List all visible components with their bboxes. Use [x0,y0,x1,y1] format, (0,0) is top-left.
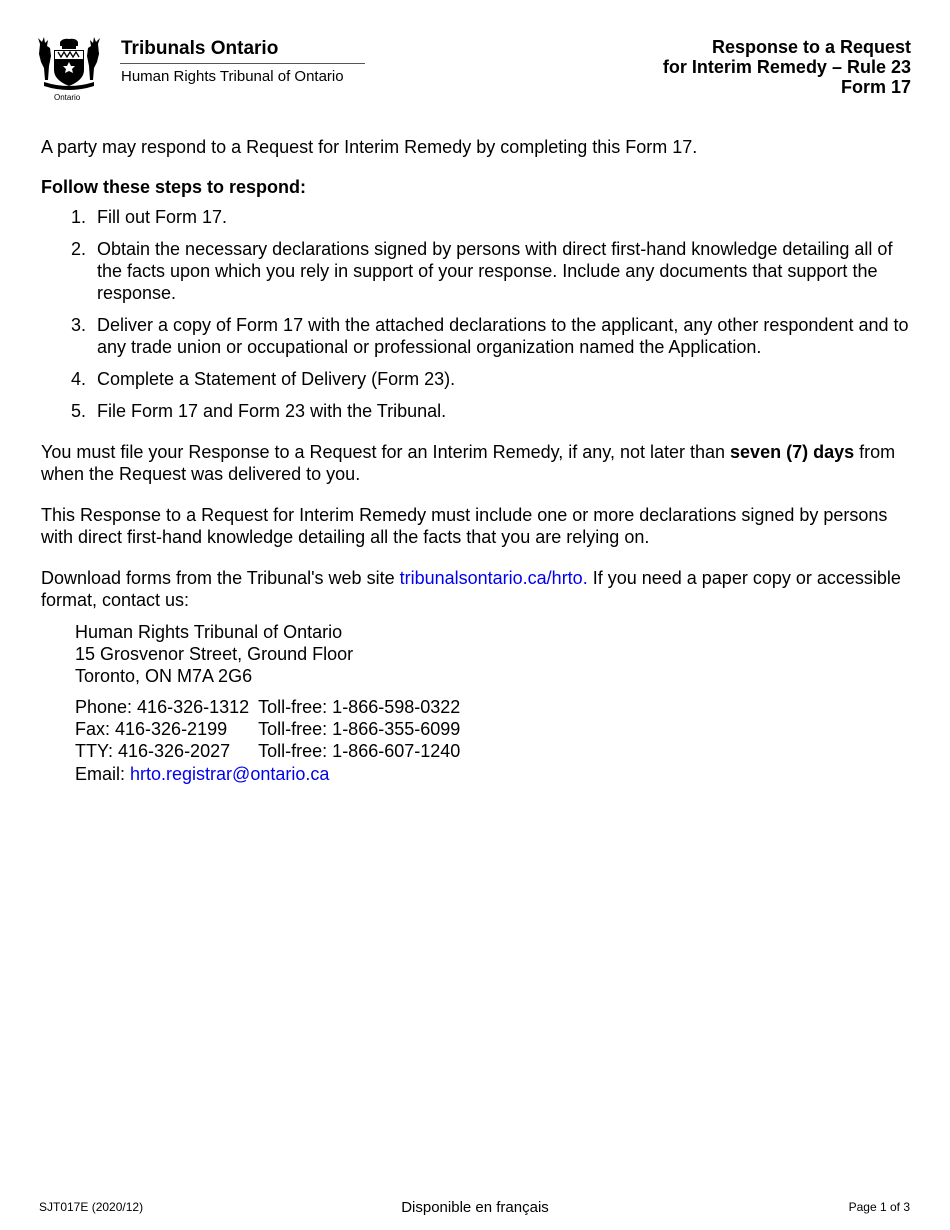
step-item [41,238,911,304]
address-line-2: 15 Grosvenor Street, Ground Floor [75,644,354,664]
steps-heading: Follow these steps to respond: [41,177,307,197]
deadline-text-after: from when the Request was delivered to you. [41,442,896,484]
page-number: Page 1 of 3 [848,1200,910,1214]
download-paragraph [41,567,911,611]
email-line [75,763,911,785]
form-title-line-2: for Interim Remedy – Rule 23 [662,57,911,77]
phone-number: Phone: 416-326-1312 [75,697,250,717]
form-title [663,37,911,97]
page-content [41,136,911,785]
org-name: Tribunals Ontario [121,38,279,59]
deadline-bold: seven (7) days [730,442,855,462]
phone-tollfree: Toll-free: 1-866-598-0322 [258,697,461,717]
step-text: Fill out Form 17. [97,207,228,227]
step-text: Complete a Statement of Delivery (Form 23). [97,369,456,389]
contact-row-tty [75,740,460,762]
deadline-paragraph [41,441,911,485]
page-footer [0,1196,950,1226]
step-text: Deliver a copy of Form 17 with the attached declarations to the applicant, any other respondent and to any trade union or occupational or professional organization named the Application. [97,315,909,357]
step-item [41,314,911,358]
page-header [0,0,950,110]
email-label: Email: [75,764,131,784]
step-number: 2. [71,239,87,259]
form-title-line-1: Response to a Request [711,37,911,57]
address-line-3: Toronto, ON M7A 2G6 [75,666,253,686]
deadline-text-before: You must file your Response to a Request for an Interim Remedy, if any, not later than [41,442,731,462]
french-availability: Disponible en français [401,1199,549,1216]
tty-tollfree: Toll-free: 1-866-607-1240 [258,741,461,761]
contact-row-phone [75,696,460,718]
logo-caption: Ontario [54,93,81,102]
step-number: 4. [71,369,87,389]
header-divider [120,63,365,64]
step-number: 3. [71,315,87,335]
tribunal-website-link[interactable]: tribunalsontario.ca/hrto. [399,568,588,588]
contact-row-fax [75,718,460,740]
org-subtitle: Human Rights Tribunal of Ontario [121,68,344,85]
fax-tollfree: Toll-free: 1-866-355-6099 [258,719,461,739]
form-code: SJT017E (2020/12) [39,1200,144,1214]
step-text: Obtain the necessary declarations signed by persons with direct first-hand knowledge detailing all of the facts upon which you rely in support of your response. Include any documents that support the response. [97,239,893,303]
step-item [41,206,911,228]
download-text-after: If you need a paper copy or accessible format, contact us: [41,568,901,610]
steps-list [41,206,911,422]
download-text-before: Download forms from the Tribunal's web site [41,568,400,588]
ontario-coat-of-arms-logo [36,36,102,106]
declarations-paragraph: This Response to a Request for Interim Remedy must include one or more declarations signed by persons with direct first-hand knowledge detailing all the facts that you are relying on. [41,505,888,547]
step-item [41,400,911,422]
address-line-1: Human Rights Tribunal of Ontario [75,622,343,642]
step-text: File Form 17 and Form 23 with the Tribunal. [97,401,447,421]
tty-number: TTY: 416-326-2027 [75,741,231,761]
email-link[interactable]: hrto.registrar@ontario.ca [130,764,330,784]
step-number: 1. [71,207,87,227]
intro-paragraph: A party may respond to a Request for Interim Remedy by completing this Form 17. [41,137,698,157]
step-number: 5. [71,401,87,421]
form-title-line-3: Form 17 [840,77,911,97]
contact-numbers-table [75,696,460,762]
mailing-address [75,621,911,687]
fax-number: Fax: 416-326-2199 [75,719,228,739]
step-item [41,368,911,390]
